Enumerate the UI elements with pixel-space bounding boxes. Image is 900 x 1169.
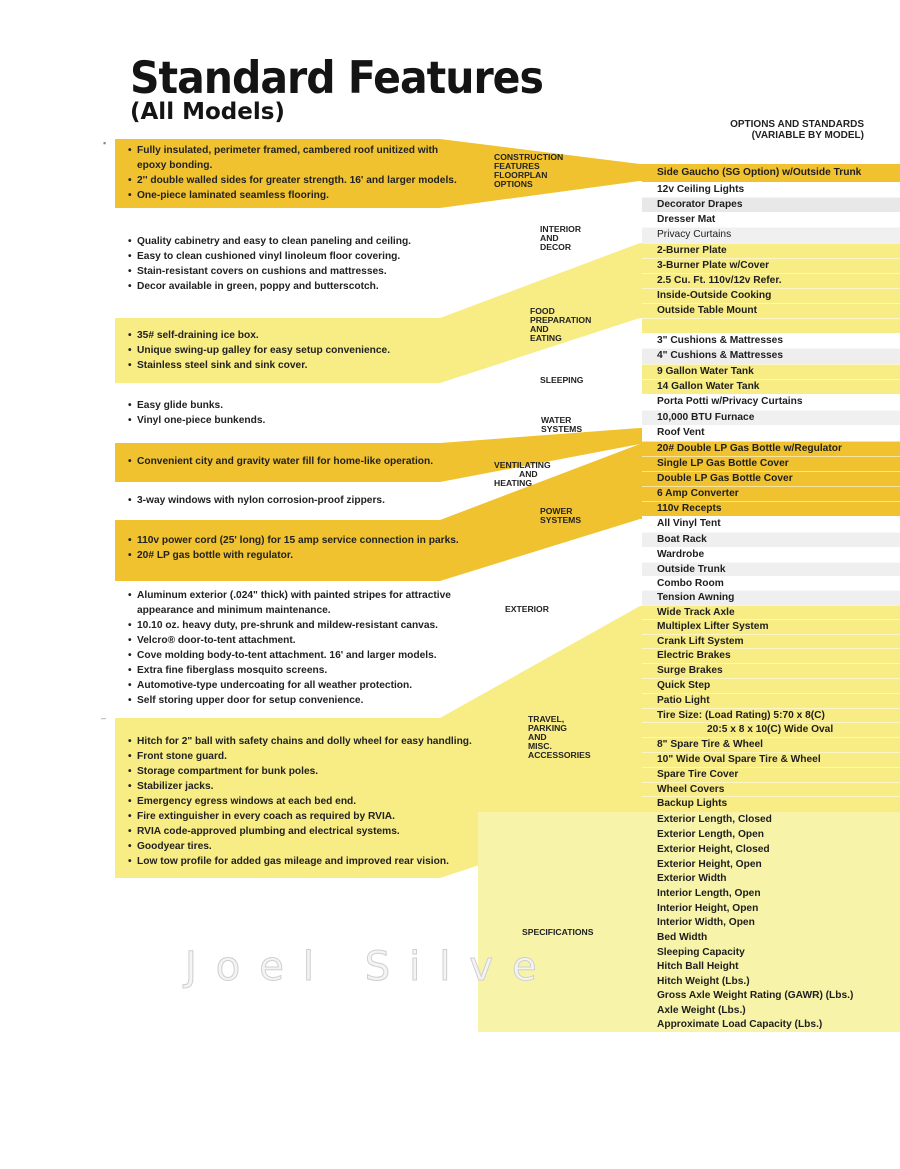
option-item: 20# Double LP Gas Bottle w/Regulator (657, 443, 842, 454)
feature-item (128, 173, 457, 188)
option-item: Interior Height, Open (657, 903, 759, 914)
option-row-divider (642, 501, 900, 502)
option-row-divider (642, 576, 900, 577)
option-item: Hitch Ball Height (657, 961, 739, 972)
option-row-stripe (642, 318, 900, 333)
category-label (540, 507, 581, 525)
option-row-divider (642, 486, 900, 487)
option-row-divider (642, 693, 900, 694)
feature-item (128, 493, 385, 508)
feature-text: 3-way windows with nylon corrosion-proof zippers. (137, 495, 385, 506)
feature-item (128, 343, 390, 358)
option-item: Gross Axle Weight Rating (GAWR) (Lbs.) (657, 990, 854, 1001)
option-row-divider (642, 532, 900, 533)
category-line: INTERIOR (540, 224, 582, 234)
option-row-divider (642, 752, 900, 753)
bullet-icon: • (128, 456, 132, 467)
option-row-divider (642, 767, 900, 768)
feature-item (128, 678, 451, 693)
category-line: PREPARATION (530, 315, 592, 325)
option-row-divider (642, 516, 900, 517)
option-item: Exterior Length, Open (657, 829, 764, 840)
feature-text: Emergency egress windows at each bed end. (137, 796, 357, 807)
options-header-line: OPTIONS AND STANDARDS (730, 119, 864, 130)
bullet-icon: • (128, 811, 132, 822)
feature-text: Goodyear tires. (137, 841, 212, 852)
feature-item (128, 633, 451, 648)
option-item: Boat Rack (657, 534, 707, 545)
category-line: EXTERIOR (505, 604, 549, 614)
feature-text: 10.10 oz. heavy duty, pre-shrunk and mildew-resistant canvas. (137, 620, 439, 631)
feature-text: 20# LP gas bottle with regulator. (137, 550, 294, 561)
option-item: 2.5 Cu. Ft. 110v/12v Refer. (657, 275, 782, 286)
option-item: Exterior Length, Closed (657, 814, 772, 825)
category-line: SYSTEMS (540, 515, 582, 525)
option-row-divider (642, 425, 900, 426)
option-item: 2-Burner Plate (657, 245, 727, 256)
feature-item (128, 663, 451, 678)
category-line: WATER (541, 415, 572, 425)
bullet-icon: • (128, 856, 132, 867)
feature-text: Front stone guard. (137, 751, 227, 762)
option-item: Multiplex Lifter System (657, 621, 769, 632)
option-row-divider (642, 288, 900, 289)
bullet-icon: • (128, 266, 132, 277)
option-row-divider (642, 348, 900, 349)
feature-group (128, 328, 390, 373)
category-line: MISC. (528, 741, 552, 751)
option-row-divider (642, 318, 900, 319)
feature-item (128, 854, 472, 869)
option-row-divider (642, 197, 900, 198)
option-row-divider (642, 619, 900, 620)
option-row-divider (642, 678, 900, 679)
category-line: PARKING (528, 723, 567, 733)
category-line: AND (528, 732, 547, 742)
feature-text: Stabilizer jacks. (137, 781, 214, 792)
bullet-icon: • (128, 751, 132, 762)
bullet-icon: • (128, 281, 132, 292)
feature-text: Low tow profile for added gas mileage and improved rear vision. (137, 856, 449, 867)
category-line: AND (530, 324, 549, 334)
feature-item (128, 734, 472, 749)
feature-item (128, 279, 411, 294)
option-item: 110v Recepts (657, 503, 722, 514)
feature-text: 35# self-draining ice box. (137, 330, 259, 341)
feature-text: Easy glide bunks. (137, 400, 224, 411)
feature-text: Velcro® door-to-tent attachment. (137, 635, 296, 646)
scan-mark: – (101, 713, 107, 723)
feature-text: Self storing upper door for setup convenience. (137, 695, 364, 706)
category-line: SPECIFICATIONS (522, 927, 594, 937)
feature-group (128, 143, 457, 203)
option-item: 8" Spare Tire & Wheel (657, 739, 763, 750)
category-line: FEATURES (494, 161, 540, 171)
feature-text: Storage compartment for bunk poles. (137, 766, 319, 777)
feature-text: Stain-resistant covers on cushions and mattresses. (137, 266, 387, 277)
option-item: 14 Gallon Water Tank (657, 381, 760, 392)
option-item: Dresser Mat (657, 214, 716, 225)
option-item: 9 Gallon Water Tank (657, 366, 754, 377)
feature-item (128, 794, 472, 809)
option-item: Backup Lights (657, 798, 728, 809)
option-row-divider (642, 182, 900, 183)
category-label (505, 605, 549, 614)
category-label (528, 715, 591, 760)
category-label (541, 416, 582, 434)
option-row-divider (642, 243, 900, 244)
option-item: Exterior Height, Open (657, 859, 762, 870)
feature-item (128, 648, 451, 663)
category-line: SYSTEMS (541, 424, 583, 434)
scan-mark: ▪ (103, 138, 107, 148)
feature-group (128, 588, 451, 708)
option-item: 6 Amp Converter (657, 488, 739, 499)
option-row-divider (642, 722, 900, 723)
option-row-divider (642, 441, 900, 442)
feature-item (128, 533, 459, 548)
option-row-divider (642, 590, 900, 591)
feature-text: appearance and minimum maintenance. (137, 605, 331, 616)
feature-group (128, 234, 411, 294)
bullet-icon: • (128, 665, 132, 676)
option-row-divider (642, 227, 900, 228)
feature-item (128, 158, 457, 173)
option-item: Exterior Width (657, 873, 727, 884)
option-row-divider (642, 782, 900, 783)
page-title: Standard Features (130, 52, 543, 104)
option-row-divider (642, 394, 900, 395)
feature-item (128, 264, 411, 279)
category-label (494, 461, 551, 488)
feature-item (128, 398, 265, 413)
feature-item (128, 693, 451, 708)
option-item: Quick Step (657, 680, 711, 691)
feature-group (128, 454, 433, 469)
feature-text: Stainless steel sink and sink cover. (137, 360, 308, 371)
category-line: HEATING (494, 478, 533, 488)
option-item: 3-Burner Plate w/Cover (657, 260, 770, 271)
feature-item (128, 454, 433, 469)
watermark: Joel Silve (185, 944, 556, 990)
option-item: Axle Weight (Lbs.) (657, 1005, 746, 1016)
bullet-icon: • (128, 415, 132, 426)
feature-text: Hitch for 2" ball with safety chains and dolly wheel for easy handling. (137, 736, 472, 747)
feature-item (128, 809, 472, 824)
feature-item (128, 234, 411, 249)
feature-item (128, 358, 390, 373)
option-item: Decorator Drapes (657, 199, 743, 210)
bullet-icon: • (128, 550, 132, 561)
option-row-divider (642, 258, 900, 259)
bullet-icon: • (128, 695, 132, 706)
option-item: Spare Tire Cover (657, 769, 739, 780)
category-line: TRAVEL, (528, 714, 565, 724)
option-item: Porta Potti w/Privacy Curtains (657, 396, 803, 407)
bullet-icon: • (128, 400, 132, 411)
option-item: Crank Lift System (657, 636, 744, 647)
feature-item (128, 839, 472, 854)
option-item: Outside Table Mount (657, 305, 757, 316)
option-item: Double LP Gas Bottle Cover (657, 473, 793, 484)
feature-text: epoxy bonding. (137, 160, 213, 171)
feature-group (128, 493, 385, 508)
option-row-divider (642, 456, 900, 457)
bullet-icon: • (128, 620, 132, 631)
category-line: DECOR (540, 242, 572, 252)
option-row-divider (642, 273, 900, 274)
option-item: Electric Brakes (657, 650, 731, 661)
bullet-icon: • (128, 236, 132, 247)
option-row-divider (642, 410, 900, 411)
option-item: 3" Cushions & Mattresses (657, 335, 783, 346)
feature-group (128, 533, 459, 563)
bullet-icon: • (128, 345, 132, 356)
feature-text: Fully insulated, perimeter framed, cambered roof unitized with (137, 145, 439, 156)
bullet-icon: • (128, 796, 132, 807)
feature-item (128, 603, 451, 618)
option-item: Wide Track Axle (657, 607, 735, 618)
option-row-divider (642, 212, 900, 213)
feature-item (128, 249, 411, 264)
feature-text: RVIA code-approved plumbing and electrical systems. (137, 826, 400, 837)
category-label (522, 928, 593, 937)
category-line: POWER (540, 506, 573, 516)
option-item: 12v Ceiling Lights (657, 184, 745, 195)
page-subtitle: (All Models) (130, 99, 285, 125)
category-line: OPTIONS (494, 179, 533, 189)
bullet-icon: • (128, 680, 132, 691)
feature-item (128, 618, 451, 633)
option-row-divider (642, 648, 900, 649)
feature-item (128, 328, 390, 343)
option-row-divider (642, 333, 900, 334)
option-item: Privacy Curtains (657, 229, 732, 240)
option-item: Bed Width (657, 932, 708, 943)
feature-item (128, 188, 457, 203)
option-row-divider (642, 737, 900, 738)
bullet-icon: • (128, 145, 132, 156)
category-line: FOOD (530, 306, 555, 316)
bullet-icon: • (128, 535, 132, 546)
option-row-divider (642, 708, 900, 709)
option-row-divider (642, 547, 900, 548)
option-item: Tire Size: (Load Rating) 5:70 x 8(C) (657, 710, 825, 721)
bullet-icon: • (128, 590, 132, 601)
feature-text: Vinyl one-piece bunkends. (137, 415, 266, 426)
category-label (494, 153, 563, 189)
option-item: 10,000 BTU Furnace (657, 412, 755, 423)
feature-item (128, 548, 459, 563)
category-line: AND (519, 469, 538, 479)
category-line: FLOORPLAN (494, 170, 548, 180)
feature-text: One-piece laminated seamless flooring. (137, 190, 329, 201)
category-line: SLEEPING (540, 375, 584, 385)
category-label (540, 376, 583, 385)
option-item: Patio Light (657, 695, 710, 706)
bullet-icon: • (128, 635, 132, 646)
option-item: 10" Wide Oval Spare Tire & Wheel (657, 754, 821, 765)
feature-text: Fire extinguisher in every coach as required by RVIA. (137, 811, 395, 822)
option-row-divider (642, 796, 900, 797)
bullet-icon: • (128, 190, 132, 201)
category-line: ACCESSORIES (528, 750, 591, 760)
bullet-icon (128, 603, 137, 618)
feature-text: Quality cabinetry and easy to clean paneling and ceiling. (137, 236, 412, 247)
feature-text: Extra fine fiberglass mosquito screens. (137, 665, 328, 676)
option-item: Hitch Weight (Lbs.) (657, 976, 750, 987)
options-header-line: (VARIABLE BY MODEL) (751, 130, 864, 141)
option-item: Interior Length, Open (657, 888, 761, 899)
option-item: Exterior Height, Closed (657, 844, 770, 855)
bullet-icon: • (128, 360, 132, 371)
feature-item (128, 749, 472, 764)
option-item: Side Gaucho (SG Option) w/Outside Trunk (657, 167, 862, 178)
bullet-icon (128, 158, 137, 173)
feature-text: Automotive-type undercoating for all weather protection. (137, 680, 413, 691)
option-row-divider (642, 562, 900, 563)
bullet-icon: • (128, 330, 132, 341)
option-row-divider (642, 663, 900, 664)
option-item: Roof Vent (657, 427, 705, 438)
feature-item (128, 764, 472, 779)
options-header (730, 119, 864, 141)
feature-text: Aluminum exterior (.024" thick) with painted stripes for attractive (137, 590, 451, 601)
feature-item (128, 779, 472, 794)
bullet-icon: • (128, 766, 132, 777)
feature-text: Easy to clean cushioned vinyl linoleum floor covering. (137, 251, 401, 262)
option-row-divider (642, 634, 900, 635)
bullet-icon: • (128, 495, 132, 506)
category-label (530, 307, 591, 343)
option-item: Wheel Covers (657, 784, 725, 795)
option-item: Combo Room (657, 578, 724, 589)
bullet-icon: • (128, 781, 132, 792)
bullet-icon: • (128, 826, 132, 837)
option-row-divider (642, 605, 900, 606)
feature-text: Unique swing-up galley for easy setup convenience. (137, 345, 391, 356)
feature-text: 2'' double walled sides for greater strength. 16' and larger models. (137, 175, 457, 186)
option-item: All Vinyl Tent (657, 518, 721, 529)
category-line: EATING (530, 333, 562, 343)
option-item: Approximate Load Capacity (Lbs.) (657, 1019, 823, 1030)
option-item: Interior Width, Open (657, 917, 755, 928)
category-label (540, 225, 581, 252)
option-item: Inside-Outside Cooking (657, 290, 772, 301)
option-item: 4" Cushions & Mattresses (657, 350, 783, 361)
bullet-icon: • (128, 841, 132, 852)
feature-text: 110v power cord (25' long) for 15 amp service connection in parks. (137, 535, 459, 546)
bullet-icon: • (128, 650, 132, 661)
category-line: VENTILATING (494, 460, 551, 470)
feature-item (128, 824, 472, 839)
feature-group (128, 734, 472, 869)
option-row-divider (642, 471, 900, 472)
feature-text: Cove molding body-to-tent attachment. 16' and larger models. (137, 650, 437, 661)
feature-item (128, 143, 457, 158)
feature-group (128, 398, 265, 428)
option-row-divider (642, 364, 900, 365)
category-line: AND (540, 233, 559, 243)
option-item: Surge Brakes (657, 665, 723, 676)
feature-text: Convenient city and gravity water fill for home-like operation. (137, 456, 434, 467)
bullet-icon: • (128, 736, 132, 747)
bullet-icon: • (128, 175, 132, 186)
option-item: Tension Awning (657, 592, 735, 603)
option-item: Outside Trunk (657, 564, 726, 575)
feature-item (128, 588, 451, 603)
option-row-divider (642, 303, 900, 304)
option-item: Sleeping Capacity (657, 947, 745, 958)
option-item: 20:5 x 8 x 10(C) Wide Oval (707, 724, 834, 735)
option-row-divider (642, 379, 900, 380)
option-item: Single LP Gas Bottle Cover (657, 458, 789, 469)
feature-text: Decor available in green, poppy and butterscotch. (137, 281, 379, 292)
option-item: Wardrobe (657, 549, 705, 560)
bullet-icon: • (128, 251, 132, 262)
feature-item (128, 413, 265, 428)
category-line: CONSTRUCTION (494, 152, 564, 162)
